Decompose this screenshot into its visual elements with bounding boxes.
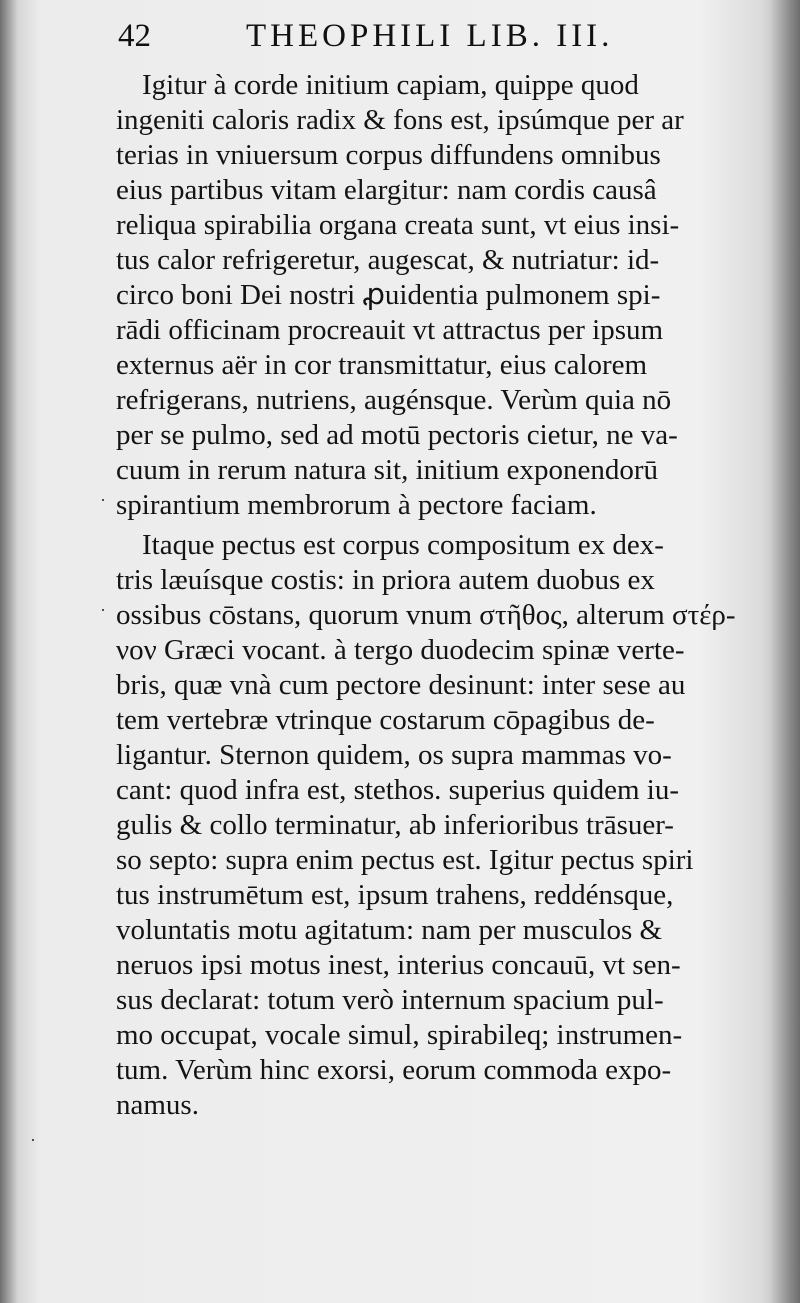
text-line: so septo: supra enim pectus est. Igitur pectus spiri (116, 844, 694, 876)
margin-mark: · (100, 490, 106, 510)
text-line: sus declarat: totum verò internum spacium pul- (116, 984, 664, 1016)
margin-mark: · (30, 1130, 36, 1150)
page-number: 42 (118, 18, 151, 54)
page-header (118, 12, 678, 56)
text-line: externus aër in cor transmittatur, eius calorem (116, 349, 648, 381)
text-line: ligantur. Sternon quidem, os supra mammas vo- (116, 739, 672, 771)
text-line: Itaque pectus est corpus compositum ex dex- (142, 529, 664, 561)
text-line: tus instrumētum est, ipsum trahens, reddénsque, (116, 879, 674, 911)
text-line: rādi officinam procreauit vt attractus per ipsum (116, 314, 664, 346)
text-line: cant: quod infra est, stethos. superius quidem iu- (116, 774, 679, 806)
running-head: THEOPHILI LIB. III. (246, 18, 614, 54)
text-line: ingeniti caloris radix & fons est, ipsúmque per ar (116, 104, 684, 136)
text-line: voluntatis motu agitatum: nam per musculos & (116, 914, 663, 946)
binding-shadow (770, 0, 800, 1303)
text-line: tris læuísque costis: in priora autem duobus ex (116, 564, 655, 596)
text-line: cuum in rerum natura sit, initium exponendorū (116, 454, 659, 486)
show-through-text (560, 1120, 760, 1180)
text-line: ossibus cōstans, quorum vnum στῆθος, alterum στέρ- (116, 599, 736, 631)
text-line: eius partibus vitam elargitur: nam cordis causâ (116, 174, 657, 206)
text-line: per se pulmo, sed ad motū pectoris cietur, ne va- (116, 419, 678, 451)
text-line: tem vertebræ vtrinque costarum cōpagibus de- (116, 704, 655, 736)
text-line: neruos ipsi motus inest, interius concauū, vt sen- (116, 949, 681, 981)
text-line: Igitur à corde initium capiam, quippe quod (142, 69, 639, 101)
text-line: tus calor refrigeretur, augescat, & nutriatur: id- (116, 244, 660, 276)
text-line: refrigerans, nutriens, augénsque. Verùm quia nō (116, 384, 672, 416)
text-line: reliqua spirabilia organa creata sunt, vt eius insi- (116, 209, 680, 241)
text-line: tum. Verùm hinc exorsi, eorum commoda expo- (116, 1054, 672, 1086)
text-line: gulis & collo terminatur, ab inferioribus trāsuer- (116, 809, 674, 841)
text-line: terias in vniuersum corpus diffundens omnibus (116, 139, 661, 171)
text-line: circo boni Dei nostri ꝓuidentia pulmonem spi- (116, 279, 661, 311)
text-line: mo occupat, vocale simul, spirabileq; instrumen- (116, 1019, 683, 1051)
text-line: bris, quæ vnà cum pectore desinunt: inter sese au (116, 669, 686, 701)
text-line: namus. (116, 1089, 199, 1121)
margin-mark: · (100, 600, 106, 620)
text-line: spirantium membrorum à pectore faciam. (116, 489, 597, 521)
text-line: νον Græci vocant. à tergo duodecim spinæ verte- (116, 634, 685, 666)
